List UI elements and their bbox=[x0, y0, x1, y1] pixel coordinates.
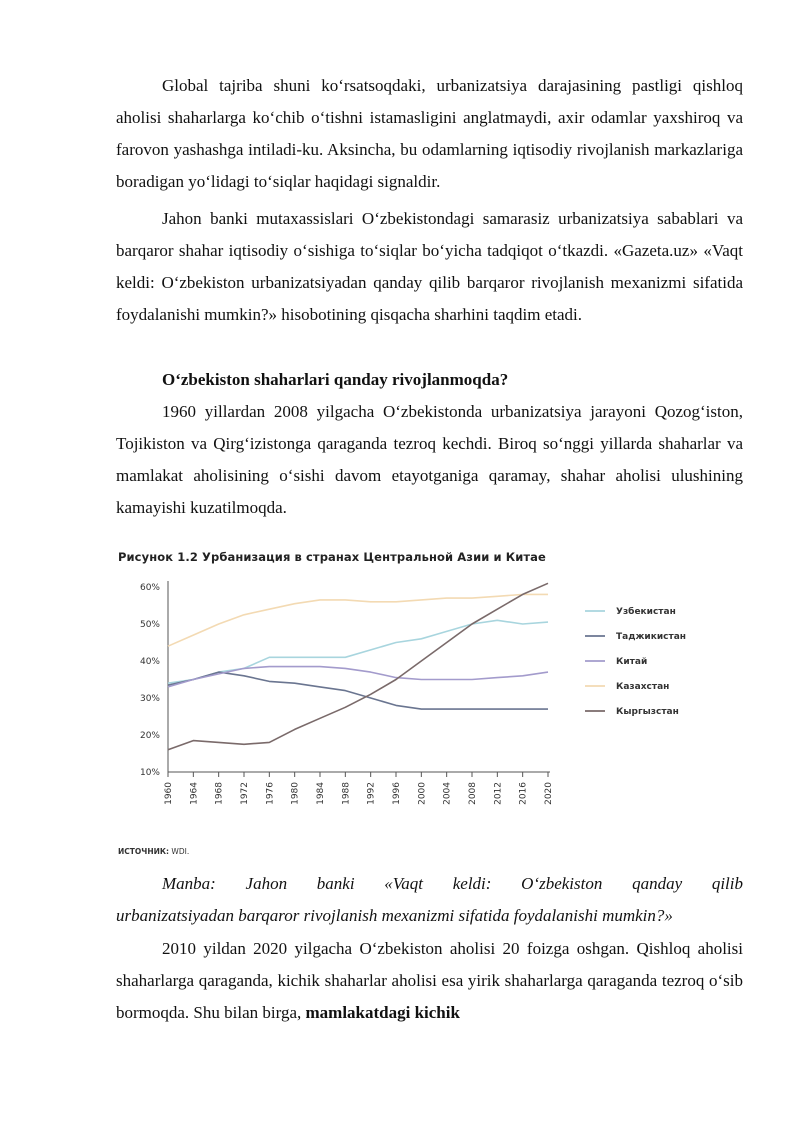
series-line-Казахстан bbox=[168, 594, 548, 646]
figure-source-label bbox=[118, 836, 189, 868]
x-tick-label: 2020 bbox=[544, 782, 554, 805]
x-tick-label: 2004 bbox=[442, 782, 453, 805]
y-tick-label: 10% bbox=[139, 768, 160, 778]
x-tick-label: 1992 bbox=[366, 782, 377, 805]
x-tick-label: 1976 bbox=[265, 782, 276, 805]
y-tick-label: 60% bbox=[139, 583, 160, 593]
x-tick-label: 1996 bbox=[392, 782, 402, 805]
x-tick-label: 2012 bbox=[493, 782, 504, 805]
urbanization-line-chart bbox=[118, 560, 738, 822]
source-label-prefix: ИСТОЧНИК: bbox=[118, 847, 170, 856]
caption-line-2: urbanizatsiyadan barqaror rivojlanish mexanizmi sifatida foydalanishi mumkin?» bbox=[116, 906, 673, 925]
x-tick-label: 2008 bbox=[468, 782, 478, 805]
y-tick-label: 20% bbox=[139, 731, 160, 741]
series-line-Кыргызстан bbox=[168, 583, 548, 750]
x-tick-label: 2016 bbox=[518, 782, 529, 805]
paragraph-population-growth bbox=[116, 933, 743, 1029]
legend-label: Казахстан bbox=[616, 682, 670, 692]
x-tick-label: 2000 bbox=[417, 782, 428, 805]
legend-label: Кыргызстан bbox=[616, 707, 679, 717]
figure-title: Рисунок 1.2 Урбанизация в странах Центральной Азии и Китае bbox=[118, 550, 546, 564]
caption-line-1: Manba: Jahon banki «Vaqt keldi: O‘zbekiston qanday qilib bbox=[162, 874, 743, 893]
legend-label: Китай bbox=[616, 657, 648, 667]
y-tick-label: 30% bbox=[139, 694, 160, 704]
figure-caption bbox=[116, 868, 743, 932]
y-tick-label: 40% bbox=[139, 657, 160, 667]
legend-label: Таджикистан bbox=[616, 632, 687, 642]
paragraph-world-bank-study: Jahon banki mutaxassislari O‘zbekistondagi samarasiz urbanizatsiya sabablari va barqaror shahar iqtisodiy o‘sishiga to‘siqlar bo‘yicha tadqiqot o‘tkazdi. «Gazeta.uz» «Vaqt keldi: O‘zbekiston urbanizatsiyadan qanday qilib barqaror rivojlanish mexanizmi sifatida foydalanishi mumkin?» hisobotining qisqacha sharhini taqdim etadi. bbox=[116, 209, 743, 324]
x-tick-label: 1964 bbox=[189, 782, 200, 805]
series-line-Китай bbox=[168, 667, 548, 687]
paragraph-population-growth-text: 2010 yildan 2020 yilgacha O‘zbekiston aholisi 20 foizga oshgan. Qishloq aholisi shaharlarga qaraganda, kichik shaharlar aholisi esa yirik shaharlarga qaraganda tezroq o‘sib bormoqda. Shu bilan birga, bbox=[116, 939, 743, 1022]
y-tick-label: 50% bbox=[139, 620, 160, 630]
x-tick-label: 1972 bbox=[240, 782, 250, 805]
source-label-text: WDI. bbox=[171, 847, 190, 856]
paragraph-global-experience: Global tajriba shuni ko‘rsatsoqdaki, urbanizatsiya darajasining pastligi qishloq aholisi shaharlarga ko‘chib o‘tishni istamasligini anglatmaydi, axir odamlar yaxshiroq va farovon yashashga intiladi-ku. Aksincha, bu odamlarning iqtisodiy rivojlanish markazlariga boradigan yo‘lidagi to‘siqlar haqidagi signaldir. bbox=[116, 76, 743, 191]
x-tick-label: 1960 bbox=[164, 782, 174, 805]
x-tick-label: 1988 bbox=[341, 782, 352, 805]
paragraph-urbanization-history: 1960 yillardan 2008 yilgacha O‘zbekistonda urbanizatsiya jarayoni Qozog‘iston, Tojikiston va Qirg‘izistonga qaraganda tezroq kechdi. Biroq so‘nggi yillarda shaharlar va mamlakat aholisining o‘sishi davom etayotganiga qaramay, shahar aholisi ulushining kamayishi kuzatilmoqda. bbox=[116, 402, 743, 517]
paragraph-population-growth-bold: mamlakatdagi kichik bbox=[305, 1003, 460, 1022]
x-tick-label: 1968 bbox=[214, 782, 225, 805]
section-heading: O‘zbekiston shaharlari qanday rivojlanmoqda? bbox=[162, 370, 509, 389]
x-tick-label: 1984 bbox=[316, 782, 326, 805]
legend-label: Узбекистан bbox=[616, 607, 676, 617]
x-tick-label: 1980 bbox=[290, 782, 301, 805]
